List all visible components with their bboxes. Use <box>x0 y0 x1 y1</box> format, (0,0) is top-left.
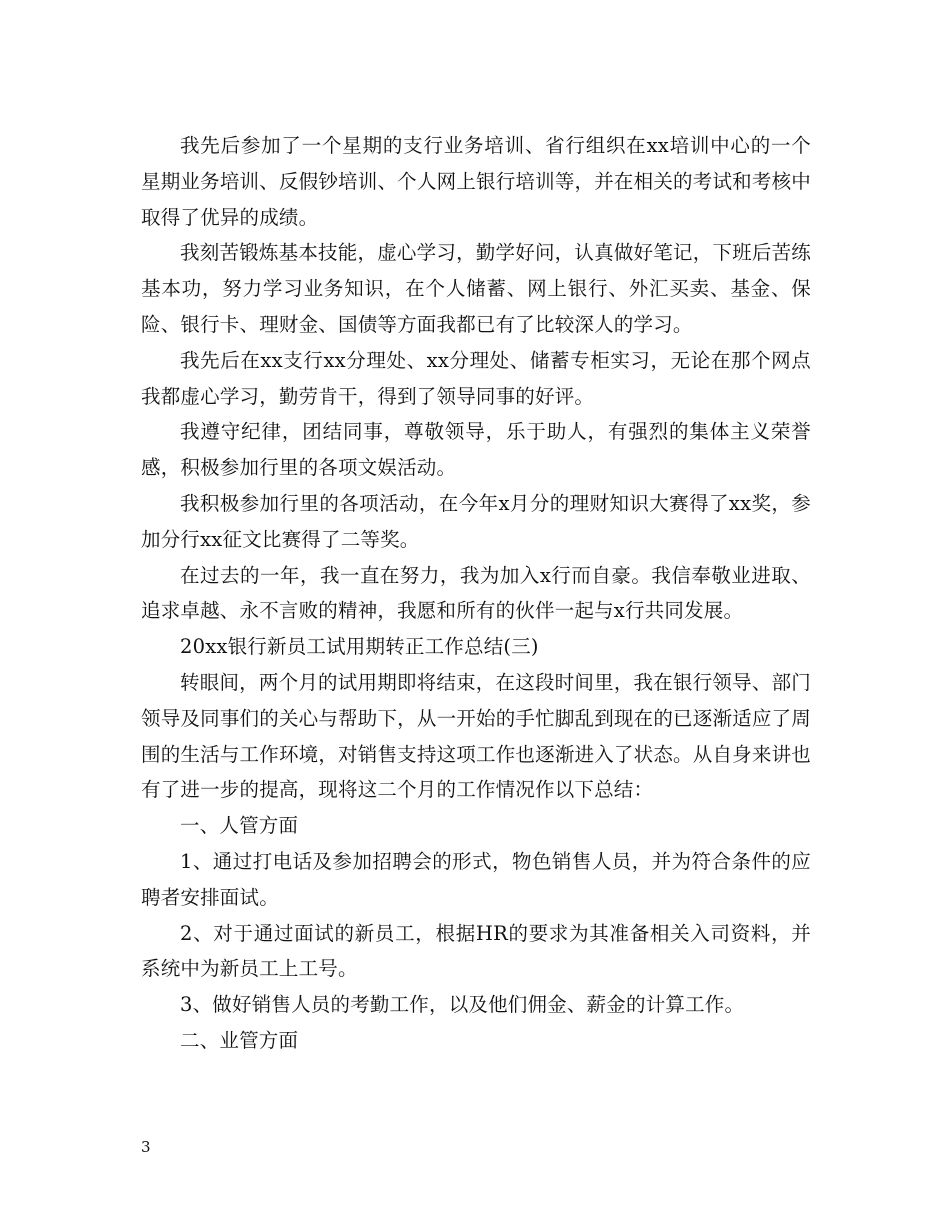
paragraph: 我先后参加了一个星期的支行业务培训、省行组织在xx培训中心的一个星期业务培训、反假钞培训、个人网上银行培训等，并在相关的考试和考核中取得了优异的成绩。 <box>141 134 811 229</box>
paragraph: 我刻苦锻炼基本技能，虚心学习，勤学好问，认真做好笔记，下班后苦练基本功，努力学习业务知识，在个人储蓄、网上银行、外汇买卖、基金、保险、银行卡、理财金、国债等方面我都已有了比较深人的学习。 <box>141 241 811 336</box>
paragraph: 在过去的一年，我一直在努力，我为加入x行而自豪。我信奉敬业进取、追求卓越、永不言败的精神，我愿和所有的伙伴一起与x行共同发展。 <box>141 563 811 623</box>
paragraph: 我先后在xx支行xx分理处、xx分理处、储蓄专柜实习，无论在那个网点我都虚心学习，勤劳肯干，得到了领导同事的好评。 <box>141 348 811 408</box>
document-body <box>141 128 811 1059</box>
paragraph: 我遵守纪律，团结同事，尊敬领导，乐于助人，有强烈的集体主义荣誉感，积极参加行里的各项文娱活动。 <box>141 420 811 480</box>
section-title: 20xx银行新员工试用期转正工作总结(三) <box>180 635 539 659</box>
paragraph: 转眼间，两个月的试用期即将结束，在这段时间里，我在银行领导、部门领导及同事们的关心与帮助下，从一开始的手忙脚乱到现在的已逐渐适应了周围的生活与工作环境，对销售支持这项工作也逐渐进入了状态。从自身来讲也有了进一步的提高，现将这二个月的工作情况作以下总结： <box>141 670 811 802</box>
section-heading: 二、业管方面 <box>180 1028 299 1052</box>
list-item: 3、做好销售人员的考勤工作，以及他们佣金、薪金的计算工作。 <box>180 993 745 1017</box>
list-item: 2、对于通过面试的新员工，根据HR的要求为其准备相关入司资料，并系统中为新员工上工号。 <box>141 921 811 981</box>
paragraph: 我积极参加行里的各项活动，在今年x月分的理财知识大赛得了xx奖，参加分行xx征文比赛得了二等奖。 <box>141 491 811 551</box>
list-item: 1、通过打电话及参加招聘会的形式，物色销售人员，并为符合条件的应聘者安排面试。 <box>141 849 811 909</box>
page-number: 3 <box>141 1138 151 1156</box>
section-heading: 一、人管方面 <box>180 814 299 838</box>
